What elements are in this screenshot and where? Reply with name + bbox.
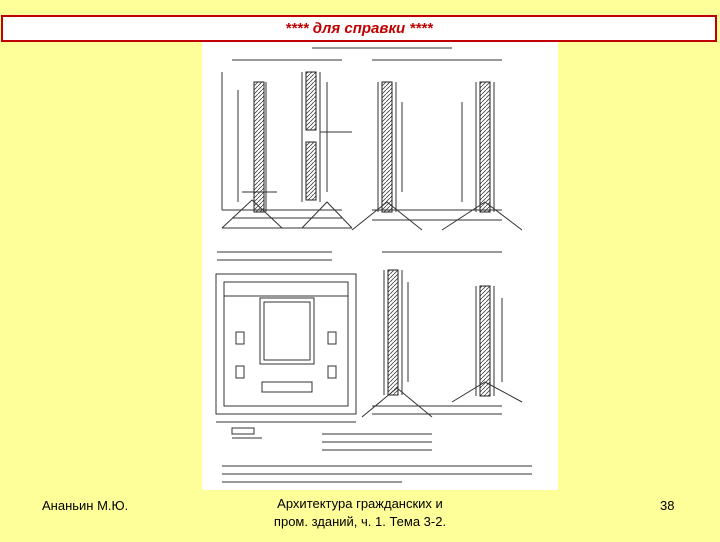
footer-course xyxy=(250,495,470,539)
footer-author: Ананьин М.Ю. xyxy=(42,498,129,513)
footer-course-line1: Архитектура гражданских и xyxy=(277,496,443,511)
footer-course-line2: пром. зданий, ч. 1. Тема 3-2. xyxy=(273,514,447,529)
wall-panel-sections-drawing-icon xyxy=(202,42,558,490)
technical-drawing-image xyxy=(202,42,558,490)
slide-title-bar xyxy=(1,15,717,42)
slide-title: **** для справки **** xyxy=(285,20,433,37)
page-number: 38 xyxy=(660,498,675,513)
